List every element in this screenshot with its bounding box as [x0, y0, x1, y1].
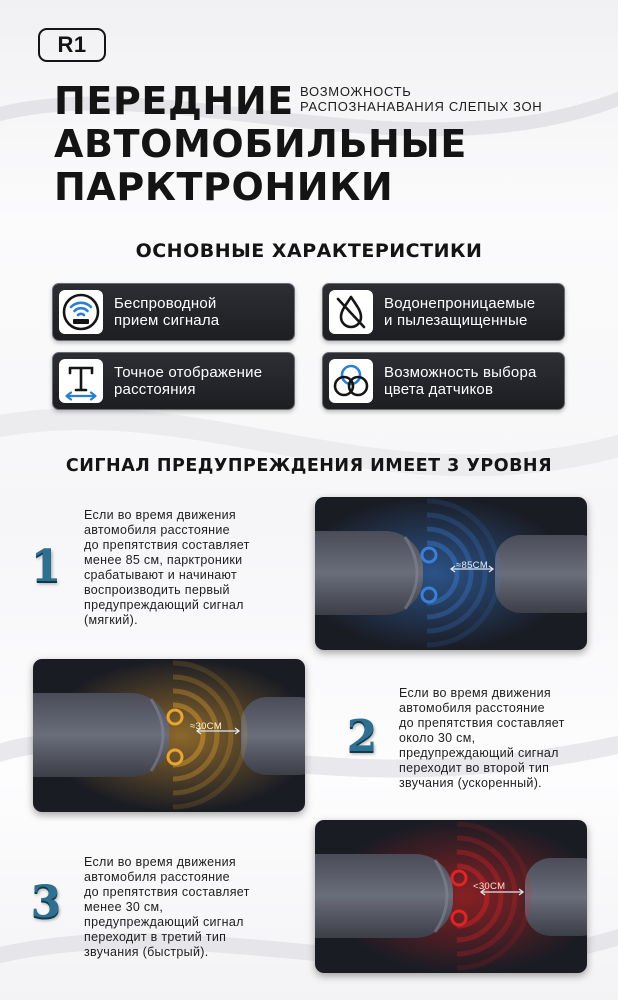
level-line: предупреждающий сигнал	[84, 598, 244, 612]
feature-card-label	[114, 364, 262, 398]
feature-card-wireless	[52, 283, 295, 341]
subtitle-line: РАСПОЗНАНАВАНИЯ СЛЕПЫХ ЗОН	[300, 99, 543, 114]
level-line: менее 30 см,	[84, 900, 164, 914]
level-description	[84, 855, 274, 960]
sensor-scene-level-3	[315, 820, 587, 973]
level-line: до препятствия составляет	[399, 716, 565, 730]
level-number: 2	[346, 711, 378, 762]
feature-card-waterproof	[322, 283, 565, 341]
level-line: менее 85 см, парктроники	[84, 553, 243, 567]
feature-card-distance	[52, 352, 295, 410]
level-line: Если во время движения	[399, 686, 551, 700]
sensor-scene-level-1	[315, 497, 587, 650]
feature-line: расстояния	[114, 381, 196, 398]
level-line: звучания (ускоренный).	[399, 776, 542, 790]
level-line: около 30 см,	[399, 731, 476, 745]
distance-label: ≈85CM	[456, 560, 489, 571]
level-line: (мягкий).	[84, 613, 138, 627]
level-line: предупреждающий сигнал	[399, 746, 559, 760]
feature-card-label	[114, 295, 219, 329]
subtitle-line: ВОЗМОЖНОСТЬ	[300, 84, 412, 99]
color-choice-icon	[329, 359, 373, 403]
level-description	[84, 508, 274, 628]
distance-measure-icon	[59, 359, 103, 403]
level-line: предупреждающий сигнал	[84, 915, 244, 929]
distance-label: <30CM	[473, 881, 506, 892]
feature-line: Точное отображение	[114, 364, 263, 381]
feature-line: Беспроводной	[114, 295, 217, 312]
level-line: звучания (быстрый).	[84, 945, 209, 959]
feature-line: Возможность выбора	[384, 364, 537, 381]
feature-line: и пылезащищенные	[384, 312, 528, 329]
level-line: автомобиля расстояние	[399, 701, 545, 715]
level-number: 3	[30, 877, 62, 928]
level-line: до препятствия составляет	[84, 885, 250, 899]
feature-card-color	[322, 352, 565, 410]
page-subtitle	[300, 84, 600, 114]
level-line: автомобиля расстояние	[84, 870, 230, 884]
title-line: ПАРКТРОНИКИ	[54, 165, 394, 209]
feature-line: Водонепроницаемые	[384, 295, 536, 312]
level-line: переходит во второй тип	[399, 761, 550, 775]
feature-line: прием сигнала	[114, 312, 220, 329]
feature-card-label	[384, 364, 537, 398]
level-line: воспроизводить первый	[84, 583, 230, 597]
level-line: до препятствия составляет	[84, 538, 250, 552]
level-number: 1	[30, 541, 62, 592]
level-line: переходит в третий тип	[84, 930, 227, 944]
title-line: АВТОМОБИЛЬНЫЕ	[54, 122, 467, 166]
level-description	[399, 686, 589, 791]
feature-card-label	[384, 295, 535, 329]
levels-heading: СИГНАЛ ПРЕДУПРЕЖДЕНИЯ ИМЕЕТ 3 УРОВНЯ	[65, 456, 553, 476]
level-line: срабатывают и начинают	[84, 568, 237, 582]
feature-line: цвета датчиков	[384, 381, 494, 398]
sensor-scene-level-2	[33, 659, 305, 812]
waterproof-drop-icon	[329, 290, 373, 334]
specs-heading: ОСНОВНЫЕ ХАРАКТЕРИСТИКИ	[135, 240, 483, 262]
brand-logo: R1	[38, 28, 106, 62]
wireless-signal-icon	[59, 290, 103, 334]
title-line: ПЕРЕДНИЕ	[54, 79, 294, 123]
distance-label: ≈30CM	[190, 721, 223, 732]
level-line: автомобиля расстояние	[84, 523, 230, 537]
level-line: Если во время движения	[84, 508, 236, 522]
level-line: Если во время движения	[84, 855, 236, 869]
